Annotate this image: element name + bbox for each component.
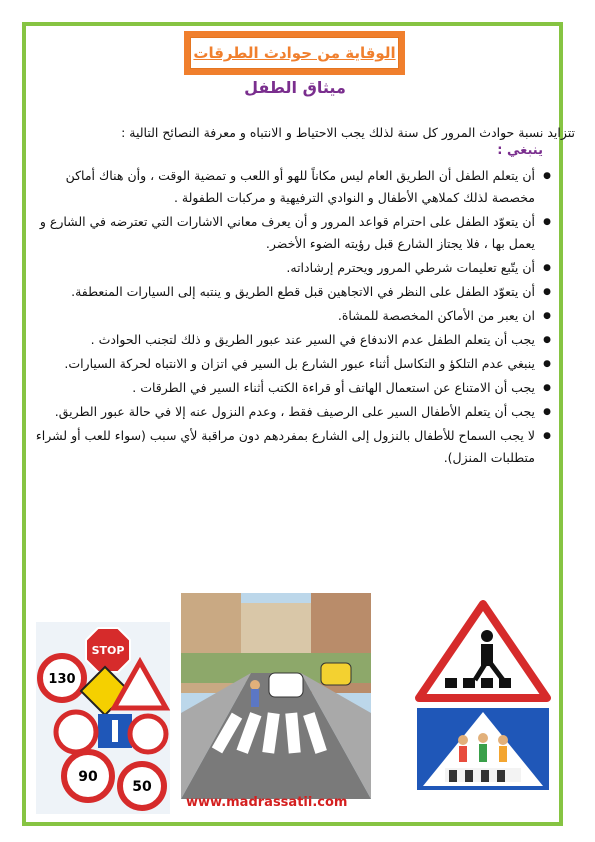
website-url: www.madrassatii.com [186, 795, 348, 810]
pedestrian-signs-image [415, 600, 551, 792]
list-item: ● أن يتعوّد الطفل على النظر في الاتجاهين قبل قطع الطريق و ينتبه إلى السيارات المنعطفة. [35, 281, 535, 303]
should-label: ينبغي : [497, 143, 543, 158]
intro-text: تتزايد نسبة حوادث المرور كل سنة لذلك يجب الاحتياط و الانتباه و معرفة النصائح التالية : [121, 125, 575, 140]
title-banner [184, 31, 405, 75]
list-item: ● يجب أن يتعلم الأطفال السير على الرصيف فقط ، وعدم النزول عنه إلا في حالة عبور الطريق. [35, 401, 535, 423]
speed-sign-130: 130 [48, 672, 76, 687]
list-item: ● أن يتّبع تعليمات شرطي المرور ويحترم إرشاداته. [35, 257, 535, 279]
list-item: ● أن يتعوّد الطفل على احترام قواعد المرور و أن يعرف معاني الاشارات التي تعترضه في الشارع و يعمل بها ، فلا يجتاز الشارع قبل رؤيته الضوء الأخضر. [35, 211, 535, 255]
traffic-signs-image [36, 622, 170, 814]
stop-sign-text: STOP [91, 644, 125, 657]
street-crossing-image [181, 593, 371, 799]
street-scene-icon [181, 593, 371, 799]
list-item: ● لا يجب السماح للأطفال بالنزول إلى الشارع بمفردهم دون مراقبة لأي سبب (سواء للعب أو لشراء متطلبات المنزل). [35, 425, 535, 469]
title-inner [190, 37, 399, 69]
page-subtitle: ميثاق الطفل [244, 78, 346, 97]
list-item: ● ان يعبر من الأماكن المخصصة للمشاة. [35, 305, 535, 327]
speed-sign-50: 50 [132, 779, 152, 795]
advice-list [35, 165, 549, 471]
list-item: ● يجب أن يتعلم الطفل عدم الاندفاع في السير عند عبور الطريق و ذلك لتجنب الحوادث . [35, 329, 535, 351]
traffic-signs-icon [36, 622, 170, 814]
page-title: الوقاية من حوادث الطرقات [193, 44, 396, 62]
speed-sign-90: 90 [78, 769, 98, 785]
list-item: ● ينبغي عدم التلكؤ و التكاسل أثناء عبور الشارع بل السير في اتزان و الانتباه لحركة السيارات. [35, 353, 535, 375]
list-item: ● أن يتعلم الطفل أن الطريق العام ليس مكاناً للهو أو اللعب و تمضية الوقت ، وأن هناك أماكن مخصصة لذلك كملاهي الأطفال و النوادي الترفيهية و مركبات الطفولة . [35, 165, 535, 209]
list-item: ● يجب أن الامتناع عن استعمال الهاتف أو قراءة الكتب أثناء السير في الطرقات . [35, 377, 535, 399]
pedestrian-crossing-icon [415, 600, 551, 792]
